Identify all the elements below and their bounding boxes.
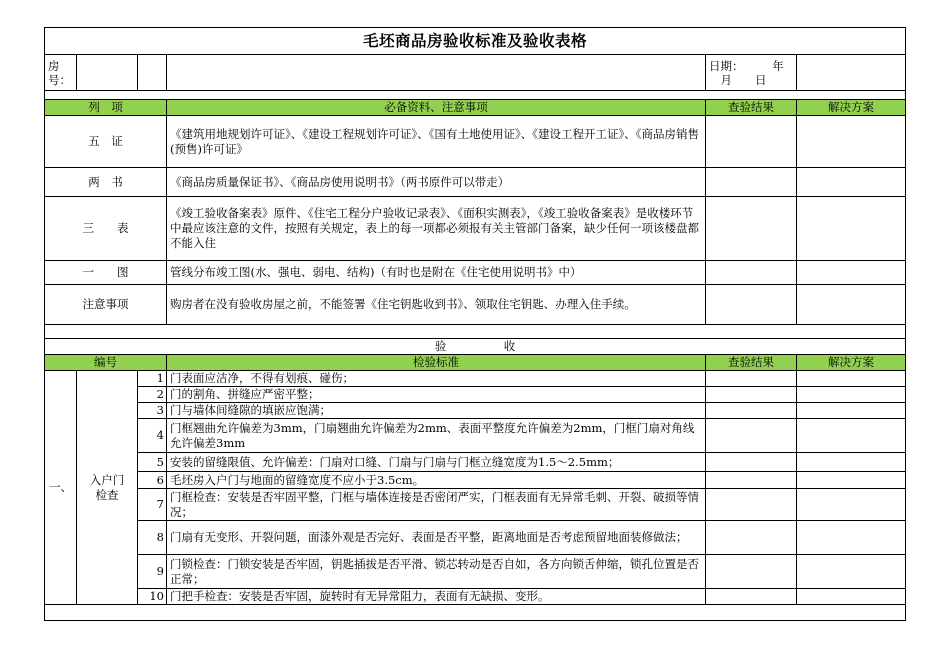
item-result[interactable]: [706, 453, 797, 472]
group-label: 入户门检查: [77, 371, 138, 605]
item-text: 门扇有无变形、开裂问题，面漆外观是否完好、表面是否平整，距离地面是否考虑预留地面装修做法；: [167, 521, 706, 555]
doc-row-label: 三 表: [45, 197, 167, 261]
item-text: 门框检查：安装是否牢固平整，门框与墙体连接是否密闭严实，门框表面有无异常毛刺、开裂、破损等情况；: [167, 489, 706, 521]
item-number: 10: [138, 589, 167, 605]
item-number: 8: [138, 521, 167, 555]
item-text: 门的割角、拼缝应严密平整；: [167, 387, 706, 403]
date-label-line1: 日期： 年: [709, 58, 784, 73]
item-solution[interactable]: [797, 371, 906, 387]
check-row: [45, 555, 906, 589]
col-solution-header: 解决方案: [797, 100, 906, 116]
doc-row-label: 两 书: [45, 168, 167, 197]
item-result[interactable]: [706, 472, 797, 489]
date-label-line2: 月 日: [709, 72, 767, 87]
item-solution[interactable]: [797, 403, 906, 419]
check-row: [45, 521, 906, 555]
doc-row-solution[interactable]: [797, 285, 906, 325]
section1-header: [45, 100, 906, 116]
item-solution[interactable]: [797, 489, 906, 521]
col-item-header: 列 项: [45, 100, 167, 116]
info-row: [45, 55, 906, 91]
doc-row-result[interactable]: [706, 168, 797, 197]
doc-row: [45, 285, 906, 325]
room-number-label: 房号：: [45, 55, 77, 91]
acceptance-title: 验 收: [45, 339, 906, 355]
item-number: 2: [138, 387, 167, 403]
doc-row-result[interactable]: [706, 261, 797, 285]
doc-row: [45, 261, 906, 285]
item-result[interactable]: [706, 589, 797, 605]
item-text: 门框翘曲允许偏差为3mm，门扇翘曲允许偏差为2mm、表面平整度允许偏差为2mm，门框门扇对角线允许偏差3mm: [167, 419, 706, 453]
doc-row-result[interactable]: [706, 285, 797, 325]
item-solution[interactable]: [797, 419, 906, 453]
item-number: 6: [138, 472, 167, 489]
doc-row-solution[interactable]: [797, 261, 906, 285]
item-result[interactable]: [706, 387, 797, 403]
spacer-row: [45, 605, 906, 621]
group-index: 一、: [45, 371, 77, 605]
doc-row-solution[interactable]: [797, 168, 906, 197]
item-number: 9: [138, 555, 167, 589]
col-result-header: 查验结果: [706, 355, 797, 371]
col-standard-header: 检验标准: [167, 355, 706, 371]
check-row: [45, 472, 906, 489]
doc-row-result[interactable]: [706, 197, 797, 261]
item-text: 毛坯房入户门与地面的留缝宽度不应小于3.5cm。: [167, 472, 706, 489]
item-text: 门把手检查：安装是否牢固，旋转时有无异常阻力，表面有无缺损、变形。: [167, 589, 706, 605]
item-number: 7: [138, 489, 167, 521]
item-text: 安装的留缝限值、允许偏差：门扇对口缝、门扇与门扇与门框立缝宽度为1.5～2.5mm；: [167, 453, 706, 472]
doc-row-solution[interactable]: [797, 116, 906, 168]
doc-row-text: 《建筑用地规划许可证》、《建设工程规划许可证》、《国有土地使用证》、《建设工程开工证》、《商品房销售(预售)许可证》: [167, 116, 706, 168]
col-result-header: 查验结果: [706, 100, 797, 116]
date-value-cell[interactable]: [797, 55, 906, 91]
room-extra-cell[interactable]: [138, 55, 167, 91]
item-result[interactable]: [706, 489, 797, 521]
spacer-row: [45, 91, 906, 100]
doc-row-solution[interactable]: [797, 197, 906, 261]
item-result[interactable]: [706, 403, 797, 419]
section2-header: [45, 355, 906, 371]
spacer-row: [45, 325, 906, 339]
item-solution[interactable]: [797, 555, 906, 589]
doc-row-label: 一 图: [45, 261, 167, 285]
info-blank-cell[interactable]: [167, 55, 706, 91]
item-text: 门表面应洁净，不得有划痕、碰伤；: [167, 371, 706, 387]
check-row: [45, 489, 906, 521]
item-result[interactable]: [706, 521, 797, 555]
col-solution-header: 解决方案: [797, 355, 906, 371]
room-number-cell[interactable]: [77, 55, 138, 91]
item-result[interactable]: [706, 555, 797, 589]
col-number-header: 编号: [45, 355, 167, 371]
item-solution[interactable]: [797, 472, 906, 489]
doc-row-text: 管线分布竣工图(水、强电、弱电、结构)（有时也是附在《住宅使用说明书》中）: [167, 261, 706, 285]
item-number: 4: [138, 419, 167, 453]
item-number: 3: [138, 403, 167, 419]
item-number: 1: [138, 371, 167, 387]
check-row: [45, 589, 906, 605]
item-result[interactable]: [706, 371, 797, 387]
inspection-sheet: [44, 27, 906, 621]
item-solution[interactable]: [797, 453, 906, 472]
doc-row-text: 《竣工验收备案表》原件、《住宅工程分户验收记录表》、《面积实测表》，《竣工验收备案表》是收楼环节中最应该注意的文件，按照有关规定，表上的每一项都必须报有关主管部门备案，缺少任何一项该楼盘都不能入住: [167, 197, 706, 261]
doc-row-label: 注意事项: [45, 285, 167, 325]
col-docs-header: 必备资料、注意事项: [167, 100, 706, 116]
doc-row-text: 购房者在没有验收房屋之前，不能签署《住宅钥匙收到书》、领取住宅钥匙、办理入住手续。: [167, 285, 706, 325]
doc-row-result[interactable]: [706, 116, 797, 168]
doc-row-text: 《商品房质量保证书》、《商品房使用说明书》（两书原件可以带走）: [167, 168, 706, 197]
item-text: 门与墙体间缝隙的填嵌应饱满；: [167, 403, 706, 419]
doc-row: [45, 116, 906, 168]
item-solution[interactable]: [797, 521, 906, 555]
item-text: 门锁检查：门锁安装是否牢固，钥匙插拔是否平滑、锁芯转动是否自如，各方向锁舌伸缩，锁孔位置是否正常；: [167, 555, 706, 589]
item-number: 5: [138, 453, 167, 472]
check-row: [45, 419, 906, 453]
page-title: 毛坯商品房验收标准及验收表格: [45, 28, 906, 55]
date-label: [706, 55, 797, 91]
doc-row: [45, 168, 906, 197]
check-row: [45, 453, 906, 472]
item-result[interactable]: [706, 419, 797, 453]
item-solution[interactable]: [797, 589, 906, 605]
item-solution[interactable]: [797, 387, 906, 403]
check-row: [45, 371, 906, 387]
doc-row: [45, 197, 906, 261]
doc-row-label: 五 证: [45, 116, 167, 168]
check-row: [45, 387, 906, 403]
check-row: [45, 403, 906, 419]
